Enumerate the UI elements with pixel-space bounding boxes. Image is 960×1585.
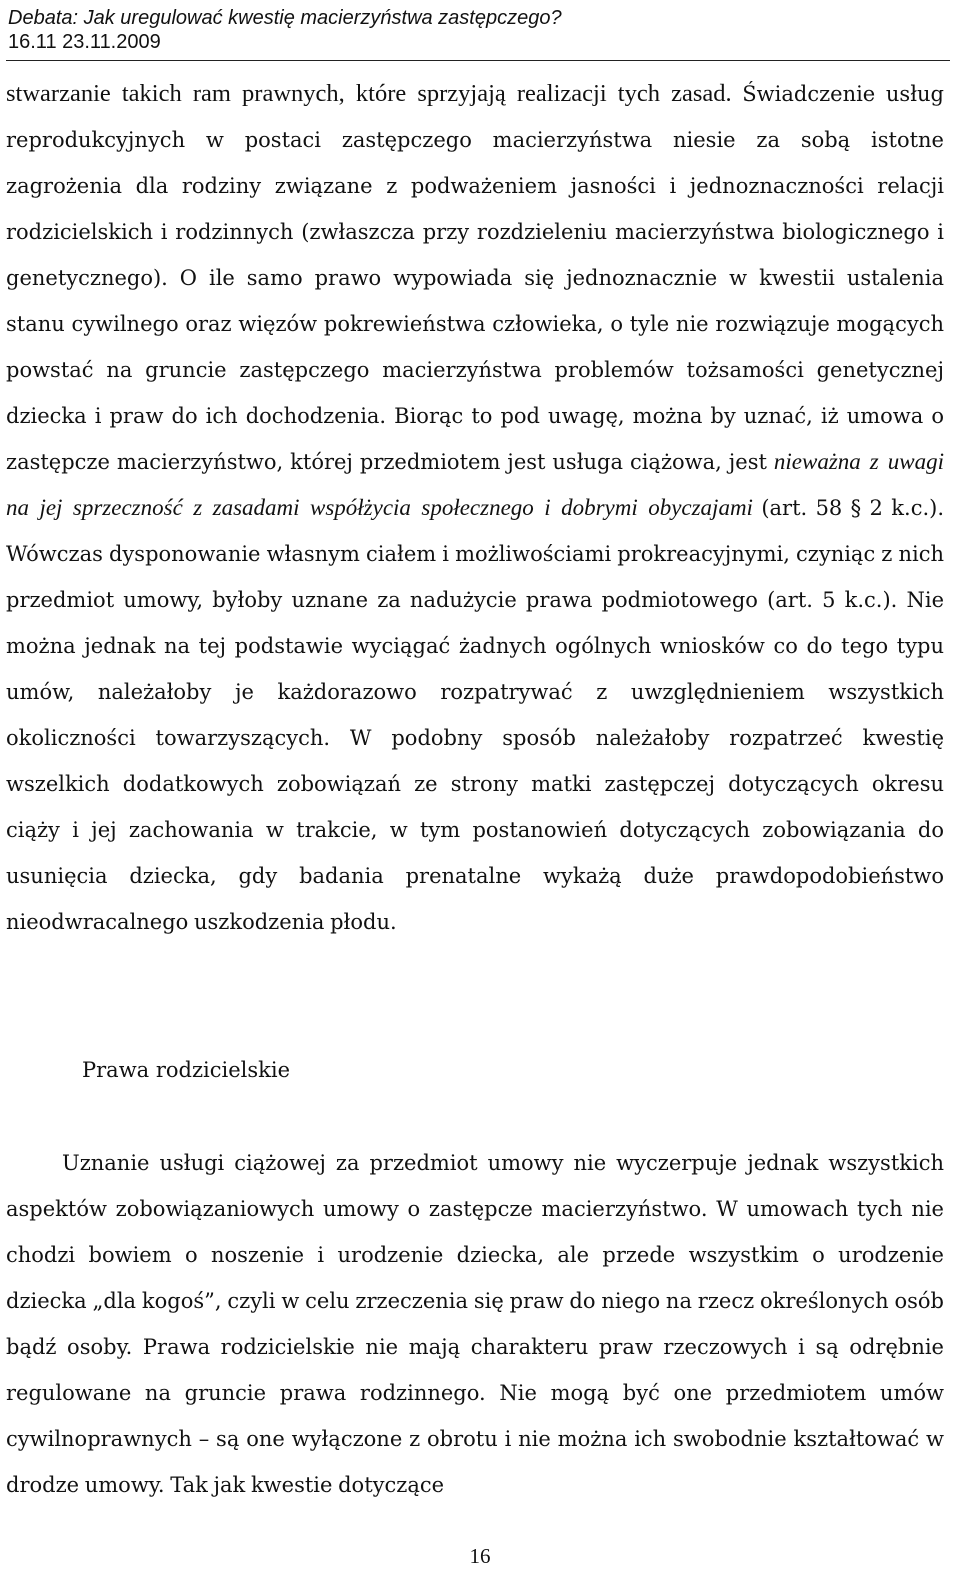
paragraph-lead-text: stwarzanie takich ram prawnych, które sprzyjają realizacji tych zasad. xyxy=(6,80,732,107)
paragraph-text-continued: (art. 58 § 2 k.c.). Wówczas dysponowanie własnym ciałem i możliwościami prokreacyjnymi, czyniąc z nich przedmiot umowy, byłoby uznane za nadużycie prawa podmiotowego (art. 5 k.c.). Nie można jednak na tej podstawie wyciągać żadnych ogólnych wniosków co do tego typu umów, należałoby je każdorazowo rozpatrywać z uwzględnieniem wszystkich okoliczności towarzyszących. W podobny sposób należałoby rozpatrzeć kwestię wszelkich dodatkowych zobowiązań ze strony matki zastępczej dotyczących okresu ciąży i jej zachowania w trakcie, w tym postanowień dotyczących zobowiązania do usunięcia dziecka, gdy badania prenatalne wykażą duże prawdopodobieństwo nieodwracalnego uszkodzenia płodu. xyxy=(6,496,944,934)
body-paragraph-2 xyxy=(6,1140,944,1508)
paragraph-text: Uznanie usługi ciążowej za przedmiot umowy nie wyczerpuje jednak wszystkich aspektów zobowiązaniowych umowy o zastępcze macierzyństwo. W umowach tych nie chodzi bowiem o noszenie i urodzenie dziecka, ale przede wszystkim o urodzenie dziecka „dla kogoś”, czyli w celu zrzeczenia się praw do niego na rzecz określonych osób bądź osoby. Prawa rodzicielskie nie mają charakteru praw rzeczowych i są odrębnie regulowane na gruncie prawa rodzinnego. Nie mogą być one przedmiotem umów cywilnoprawnych – są one wyłączone z obrotu i nie można ich swobodnie kształtować w drodze umowy. Tak jak kwestie dotyczące xyxy=(6,1151,944,1497)
page-number: 16 xyxy=(469,1544,491,1568)
header-dates: 16.11 23.11.2009 xyxy=(8,31,161,53)
paragraph-text: Świadczenie usług reprodukcyjnych w postaci zastępczego macierzyństwa niesie za sobą istotne zagrożenia dla rodziny związane z podważeniem jasności i jednoznaczności relacji rodzicielskich i rodzinnych (zwłaszcza przy rozdzieleniu macierzyństwa biologicznego i genetycznego). O ile samo prawo wypowiada się jednoznacznie w kwestii ustalenia stanu cywilnego oraz więzów pokrewieństwa człowieka, o tyle nie rozwiązuje mogących powstać na gruncie zastępczego macierzyństwa problemów tożsamości genetycznej dziecka i praw do ich dochodzenia. Biorąc to pod uwagę, można by uznać, iż umowa o zastępcze macierzyństwo, której przedmiotem jest usługa ciążowa, jest xyxy=(6,82,944,474)
body-paragraph-1 xyxy=(6,71,944,945)
italic-quote: nieważna z uwagi na jej sprzeczność z zasadami współżycia społecznego i dobrymi obyczajami xyxy=(6,449,945,520)
running-header xyxy=(8,6,562,54)
header-title: Debata: Jak uregulować kwestię macierzyństwa zastępczego? xyxy=(8,7,562,29)
header-divider xyxy=(6,60,950,61)
section-heading: Prawa rodzicielskie xyxy=(82,1058,291,1082)
